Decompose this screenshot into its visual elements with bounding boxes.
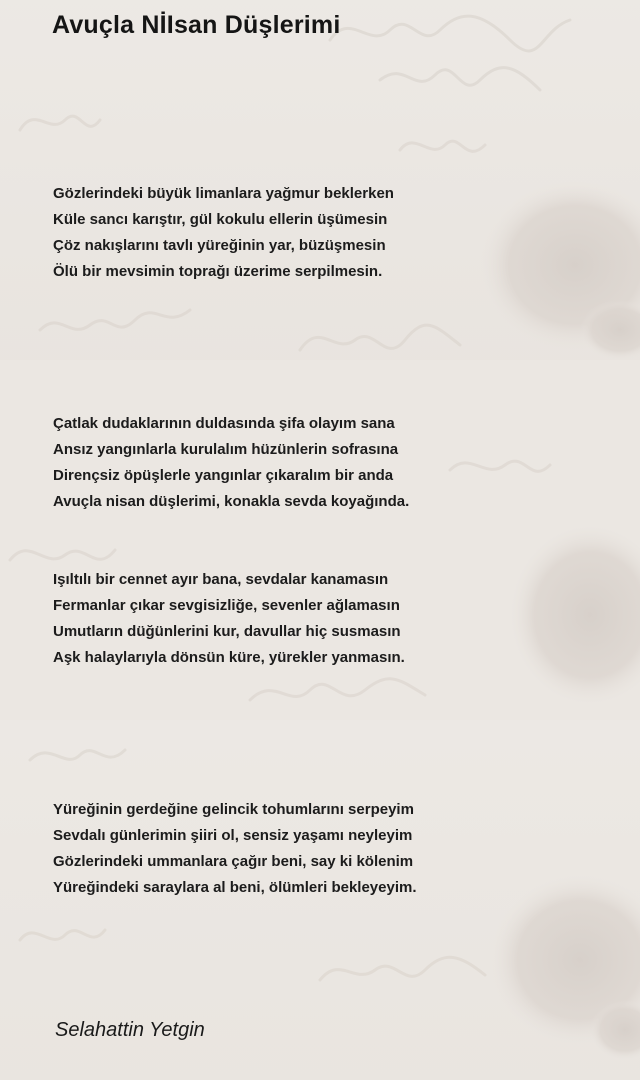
verse-line: Dirençsiz öpüşlerle yangınlar çıkaralım bir anda [53, 467, 394, 484]
verse-line: Ansız yangınlarla kurulalım hüzünlerin sofrasına [53, 441, 399, 458]
verse-line: Gözlerindeki ummanlara çağır beni, say ki kölenim [53, 853, 414, 870]
verse-line: Avuçla nisan düşlerimi, konakla sevda koyağında. [53, 493, 410, 510]
verse-line: Aşk halaylarıyla dönsün küre, yürekler yanmasın. [53, 649, 405, 666]
poem-title: Avuçla NİIsan Düşlerimi [52, 11, 341, 39]
verse-line: Çatlak dudaklarının duldasında şifa olayım sana [53, 415, 395, 432]
verse-line: Gözlerindeki büyük limanlara yağmur beklerken [53, 185, 394, 202]
stanza-1 [53, 181, 394, 285]
stanza-2 [53, 411, 409, 515]
verse-line: Küle sancı karıştır, gül kokulu ellerin üşümesin [53, 211, 388, 228]
verse-line: Yüreğinin gerdeğine gelincik tohumlarını serpeyim [53, 801, 414, 818]
verse-line: Ölü bir mevsimin toprağı üzerime serpilmesin. [53, 263, 383, 280]
stanza-4 [53, 797, 417, 901]
verse-line: Fermanlar çıkar sevgisizliğe, sevenler ağlamasın [53, 597, 400, 614]
stanza-3 [53, 567, 405, 671]
verse-line: Yüreğindeki saraylara al beni, ölümleri bekleyeyim. [53, 879, 417, 896]
verse-line: Sevdalı günlerimin şiiri ol, sensiz yaşamı neyleyim [53, 827, 413, 844]
verse-line: Umutların düğünlerini kur, davullar hiç susmasın [53, 623, 401, 640]
verse-line: Çöz nakışlarını tavlı yüreğinin yar, büzüşmesin [53, 237, 386, 254]
verse-line: Işıltılı bir cennet ayır bana, sevdalar kanamasın [53, 571, 389, 588]
poem-author: Selahattin Yetgin [55, 1019, 205, 1041]
